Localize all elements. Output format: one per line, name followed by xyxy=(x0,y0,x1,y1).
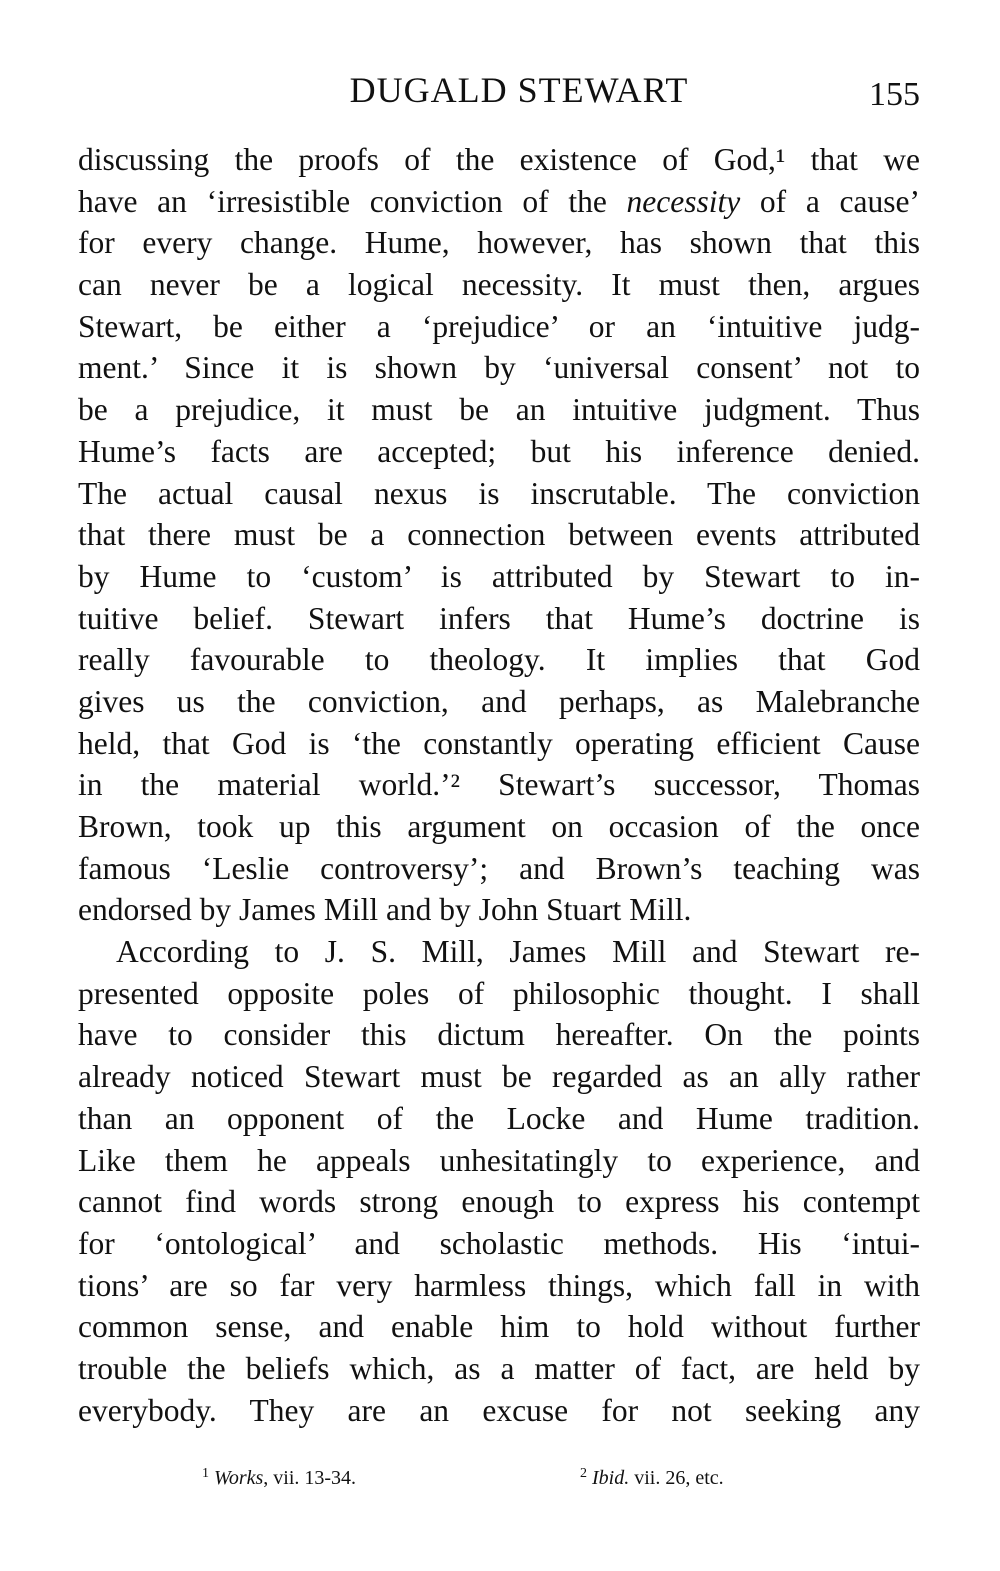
text-line: Brown, took up this argument on occasion of the once xyxy=(78,809,920,844)
text-line: that there must be a connection between events attributed xyxy=(78,517,920,553)
text-line: be a prejudice, it must be an intuitive judgment. Thus xyxy=(78,392,920,428)
text-line: trouble the beliefs which, as a matter of fact, are held by xyxy=(78,1350,920,1386)
footnote-title: Ibid. xyxy=(592,1467,630,1489)
text-line: presented opposite poles of philosophic thought. I shall xyxy=(78,975,920,1011)
text-line: endorsed by James Mill and by John Stuart Mill. xyxy=(78,892,692,928)
footnote-marker: 1 xyxy=(202,1466,209,1481)
footnote-reference: vii. 26, etc. xyxy=(629,1467,724,1489)
footnote-1 xyxy=(202,1464,356,1492)
text-line: than an opponent of the Locke and Hume tradition. xyxy=(78,1100,920,1136)
footnote-2 xyxy=(580,1464,724,1492)
text-line: have to consider this dictum hereafter. On the points xyxy=(78,1017,920,1053)
text-line: Stewart, be either a ‘prejudice’ or an ‘intuitive judg- xyxy=(78,308,920,344)
text-line: for every change. Hume, however, has shown that this xyxy=(78,225,920,261)
body-text xyxy=(78,139,920,1431)
text-line: cannot find words strong enough to express his contempt xyxy=(78,1184,920,1220)
text-line: tuitive belief. Stewart infers that Hume’s doctrine is xyxy=(78,600,920,636)
text-line: can never be a logical necessity. It must then, argues xyxy=(78,267,920,303)
text-line: really favourable to theology. It implies that God xyxy=(78,642,920,678)
text-line: have an ‘irresistible conviction of the necessity of a cause’ xyxy=(78,183,920,219)
running-title: DUGALD STEWART xyxy=(349,70,689,110)
text-line: already noticed Stewart must be regarded as an ally rather xyxy=(78,1059,920,1095)
emphasis: necessity xyxy=(626,183,741,219)
text-line: famous ‘Leslie controversy’; and Brown’s teaching was xyxy=(78,850,920,886)
paragraph-start-line: According to J. S. Mill, James Mill and Stewart re- xyxy=(116,934,920,970)
text-line: ment.’ Since it is shown by ‘universal consent’ not to xyxy=(78,350,920,386)
footnote-title: Works xyxy=(214,1467,264,1489)
text-line: Hume’s facts are accepted; but his inference denied. xyxy=(78,433,920,469)
text-line: tions’ are so far very harmless things, which fall in with xyxy=(78,1267,920,1303)
text-line: by Hume to ‘custom’ is attributed by Stewart to in- xyxy=(78,558,920,594)
text-line: everybody. They are an excuse for not seeking any xyxy=(78,1392,920,1428)
text-line: The actual causal nexus is inscrutable. The conviction xyxy=(78,475,920,511)
text-line: gives us the conviction, and perhaps, as Malebranche xyxy=(78,683,920,719)
text-line: common sense, and enable him to hold without further xyxy=(78,1309,920,1345)
page-number: 155 xyxy=(869,76,920,113)
text-line: Like them he appeals unhesitatingly to experience, and xyxy=(78,1142,920,1178)
footnote-reference: , vii. 13-34. xyxy=(263,1467,357,1489)
text-line: discussing the proofs of the existence of God,¹ that we xyxy=(78,142,920,177)
text-line: in the material world.’² Stewart’s successor, Thomas xyxy=(78,767,920,803)
footnote-marker: 2 xyxy=(580,1466,587,1481)
running-head xyxy=(78,0,920,113)
text-line: held, that God is ‘the constantly operating efficient Cause xyxy=(78,725,920,761)
text-line: for ‘ontological’ and scholastic methods. His ‘intui- xyxy=(78,1225,920,1261)
book-page xyxy=(78,0,920,1489)
